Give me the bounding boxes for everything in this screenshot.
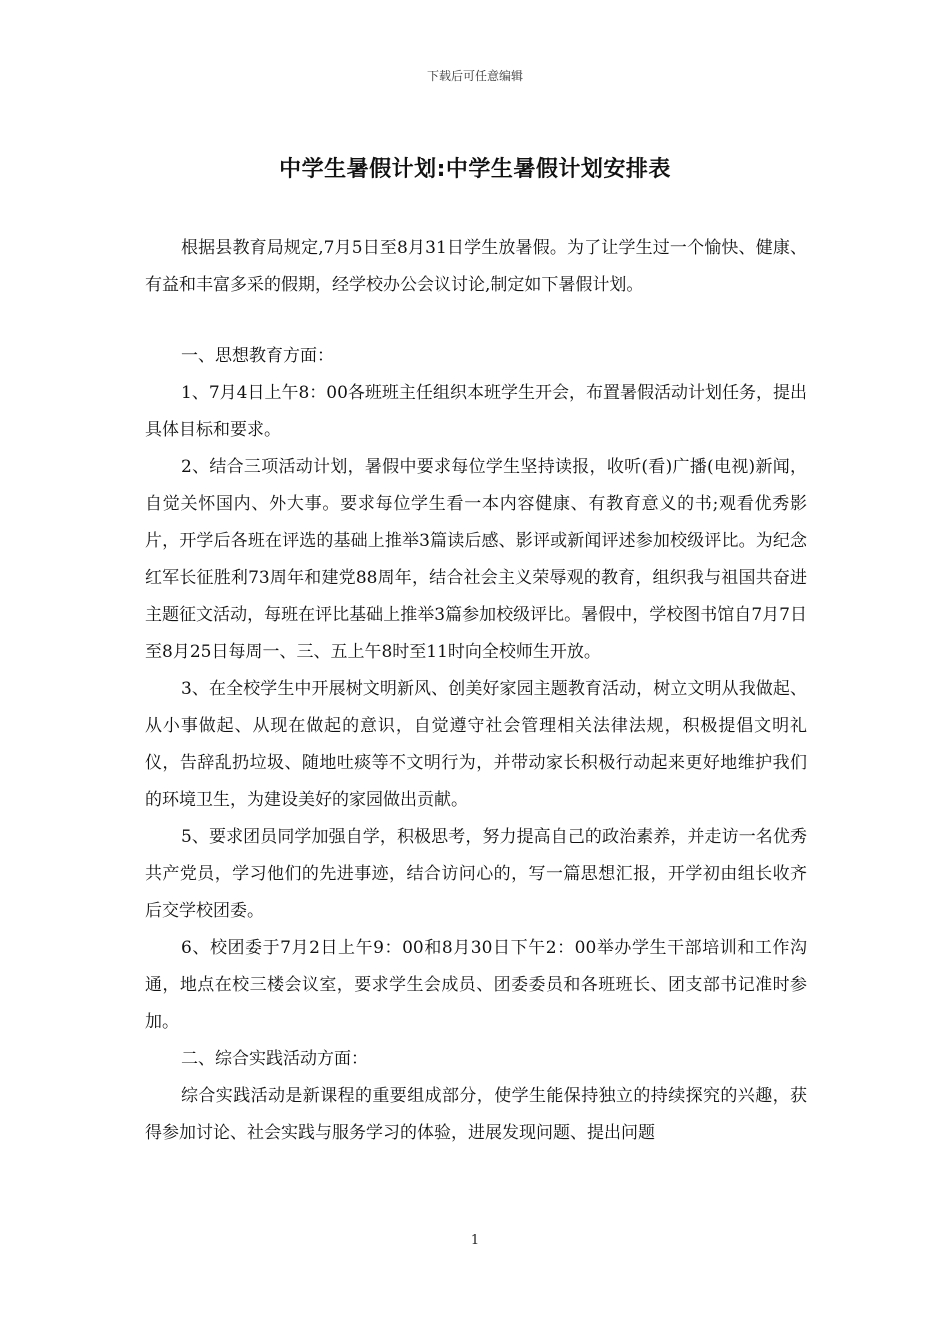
page-number: 1	[470, 1233, 480, 1248]
document-title: 中学生暑假计划:中学生暑假计划安排表	[279, 157, 671, 182]
section-heading-ideology: 一、思想教育方面：	[181, 346, 334, 366]
document-body	[145, 230, 807, 1152]
paragraph-item-5: 5、要求团员同学加强自学，积极思考，努力提高自己的政治素养，并走访一名优秀共产党员，学习他们的先进事迹，结合访问心的，写一篇思想汇报，开学初由组长收齐后交学校团委。	[145, 827, 807, 921]
page-header-note: 下载后可任意编辑	[426, 69, 523, 83]
intro-paragraph: 根据县教育局规定,7月5日至8月31日学生放暑假。为了让学生过一个愉快、健康、有益和丰富多采的假期，经学校办公会议讨论,制定如下暑假计划。	[145, 238, 807, 295]
paragraph-item-1: 1、7月4日上午8：00各班班主任组织本班学生开会，布置暑假活动计划任务，提出具体目标和要求。	[145, 383, 807, 440]
paragraph-item-2: 2、结合三项活动计划，暑假中要求每位学生坚持读报，收听(看)广播(电视)新闻，自觉关怀国内、外大事。要求每位学生看一本内容健康、有教育意义的书;观看优秀影片，开学后各班在评选的基础上推举3篇读后感、影评或新闻评述参加校级评比。为纪念红军长征胜利73周年和建党88周年，结合社会主义荣辱观的教育，组织我与祖国共奋进主题征文活动，每班在评比基础上推举3篇参加校级评比。暑假中，学校图书馆自7月7日至8月25日每周一、三、五上午8时至11时向全校师生开放。	[145, 457, 807, 662]
section-heading-practice: 二、综合实践活动方面：	[181, 1049, 368, 1069]
paragraph-item-3: 3、在全校学生中开展树文明新风、创美好家园主题教育活动，树立文明从我做起、从小事做起、从现在做起的意识，自觉遵守社会管理相关法律法规，积极提倡文明礼仪，告辞乱扔垃圾、随地吐痰等不文明行为，并带动家长积极行动起来更好地维护我们的环境卫生，为建设美好的家园做出贡献。	[145, 679, 807, 810]
paragraph-practice-intro: 综合实践活动是新课程的重要组成部分，使学生能保持独立的持续探究的兴趣，获得参加讨论、社会实践与服务学习的体验，进展发现问题、提出问题	[145, 1086, 807, 1143]
paragraph-item-6: 6、校团委于7月2日上午9：00和8月30日下午2：00举办学生干部培训和工作沟通，地点在校三楼会议室，要求学生会成员、团委委员和各班班长、团支部书记准时参加。	[145, 938, 807, 1032]
